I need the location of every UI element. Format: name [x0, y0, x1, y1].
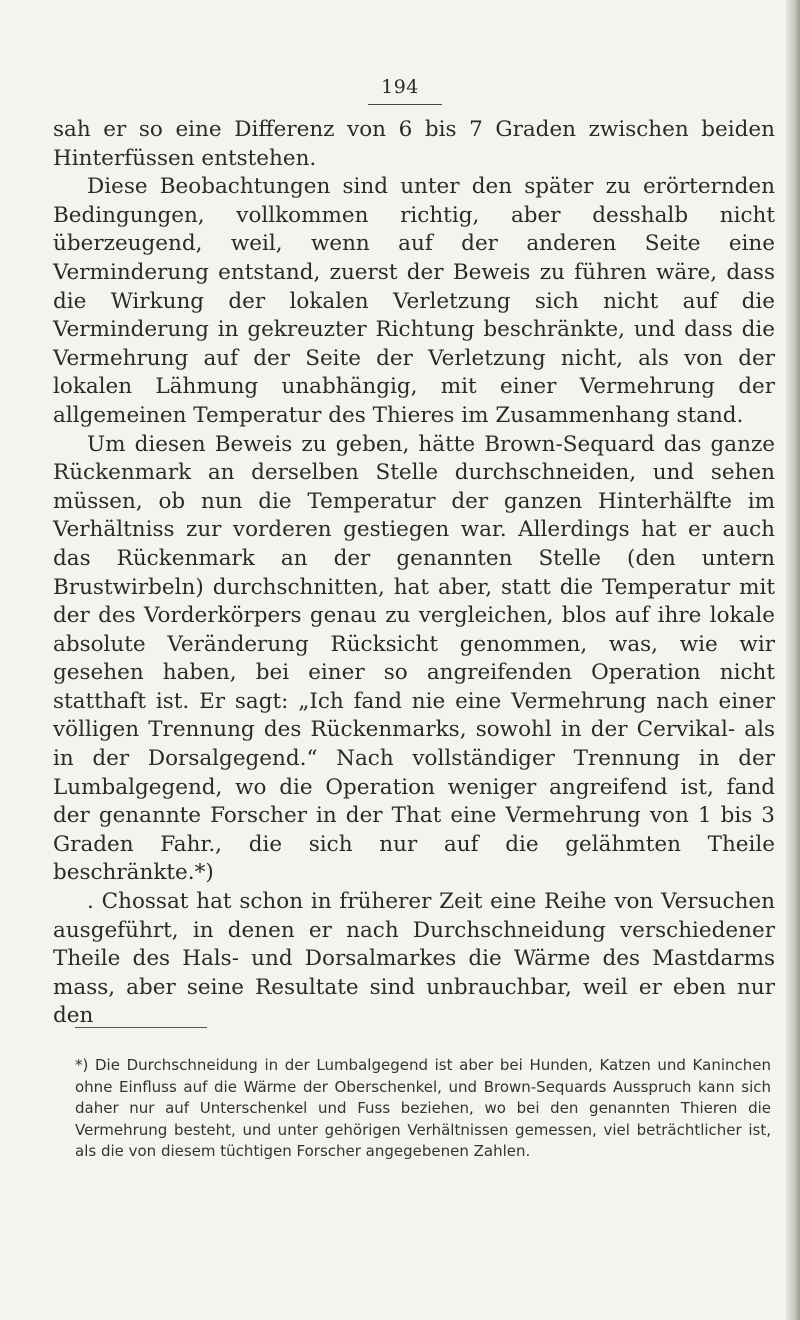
paragraph-4: . Chossat hat schon in früherer Zeit eine Reihe von Versuchen ausgeführt, in denen er nach Durchschneidung verschiedener Theile des Hals- und Dorsalmarkes die Wärme des Mastdarms mass, aber seine Resultate sind unbrauchbar, weil er eben nur den [53, 889, 775, 1029]
footnote-separator [75, 1027, 207, 1028]
footnote-text: *) Die Durchschneidung in der Lumbalgegend ist aber bei Hunden, Katzen und Kaninchen ohne Einfluss auf die Wärme der Oberschenkel, und Brown-Sequards Ausspruch kann sich daher nur auf Unterschenkel und Fuss beziehen, wo bei den genannten Thieren die Vermehrung besteht, und unter gehörigen Verhältnissen gemessen, viel beträchtlicher ist, als die von diesem tüchtigen Forscher angegebenen Zahlen. [75, 1056, 771, 1161]
footnote [75, 1055, 771, 1163]
body-text [53, 116, 775, 1031]
paragraph-3: Um diesen Beweis zu geben, hätte Brown-Sequard das ganze Rückenmark an derselben Stelle durchschneiden, und sehen müssen, ob nun die Temperatur der ganzen Hinterhälfte im Verhältniss zur vorderen gestiegen war. Allerdings hat er auch das Rückenmark an der genannten Stelle (den untern Brustwirbeln) durchschnitten, hat aber, statt die Temperatur mit der des Vorderkörpers genau zu vergleichen, blos auf ihre lokale absolute Veränderung Rücksicht genommen, was, wie wir gesehen haben, bei einer so angreifenden Operation nicht statthaft ist. Er sagt: „Ich fand nie eine Vermehrung nach einer völligen Trennung des Rückenmarks, sowohl in der Cervikal- als in der Dorsalgegend.“ Nach vollständiger Trennung in der Lumbalgegend, wo die Operation weniger angreifend ist, fand der genannte Forscher in der That eine Vermehrung von 1 bis 3 Graden Fahr., die sich nur auf die gelähmten Theile beschränkte.*) [53, 431, 775, 886]
page-number-underline [368, 104, 442, 105]
paragraph-1: sah er so eine Differenz von 6 bis 7 Graden zwischen beiden Hinterfüssen entstehen. [53, 117, 775, 171]
paragraph-2: Diese Beobachtungen sind unter den später zu erörternden Bedingungen, vollkommen richtig, aber desshalb nicht überzeugend, weil, wenn auf der anderen Seite eine Verminderung entstand, zuerst der Beweis zu führen wäre, dass die Wirkung der lokalen Verletzung sich nicht auf die Verminderung in gekreuzter Richtung beschränkte, und dass die Vermehrung auf der Seite der Verletzung nicht, als von der lokalen Lähmung unabhängig, mit einer Vermehrung der allgemeinen Temperatur des Thieres im Zusammenhang stand. [53, 174, 775, 428]
page-number: 194 [381, 76, 419, 98]
page-edge-shadow [786, 0, 800, 1320]
